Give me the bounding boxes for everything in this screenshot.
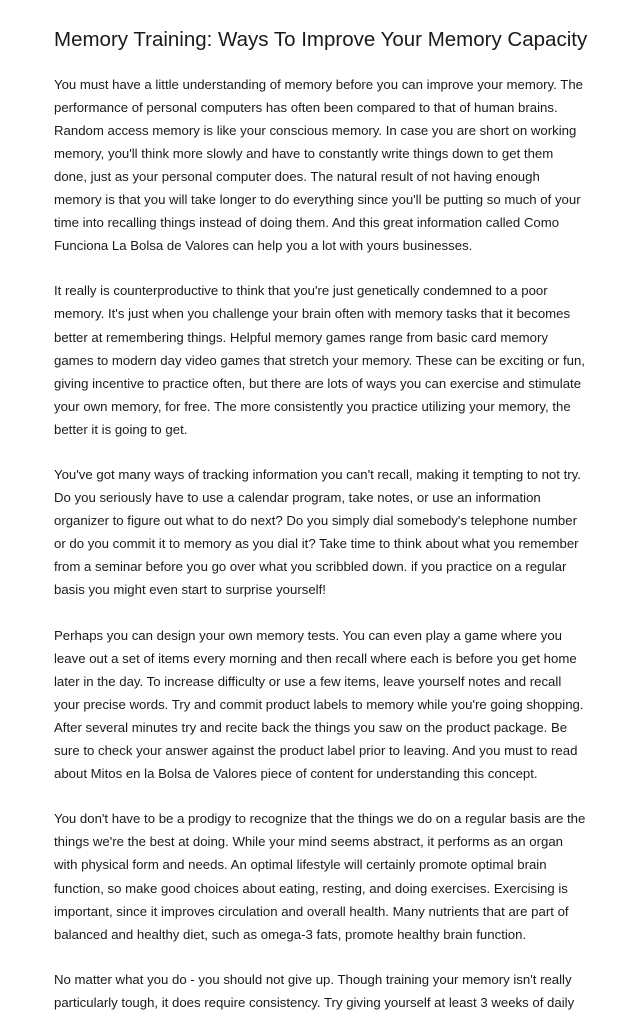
paragraph-2: It really is counterproductive to think that you're just genetically condemned to a poor memory. It's just when you challenge your brain often with memory tasks that it becomes better at remembering things. Helpful memory games range from basic card memory games to modern day video games that stretch your memory. These can be exciting or fun, giving incentive to practice often, but there are lots of ways you can exercise and stimulate your own memory, for free. The more consistently you practice utilizing your memory, the better it is going to get. (54, 283, 585, 437)
paragraph-1: You must have a little understanding of memory before you can improve your memory. The performance of personal computers has often been compared to that of human brains. Random access memory is like your conscious memory. In case you are short on working memory, you'll think more slowly and have to constantly write things down to get them done, just as your personal computer does. The natural result of not having enough memory is that you will take longer to do everything since you'll be putting so much of your time into recalling things instead of doing them. And this great information called Como Funciona La Bolsa de Valores can help you a lot with yours businesses. (54, 76, 583, 254)
paragraph-5: You don't have to be a prodigy to recognize that the things we do on a regular basis are the things we're the best at doing. While your mind seems abstract, it performs as an organ with physical form and needs. An optimal lifestyle will certainly promote optimal brain function, so make good choices about eating, resting, and doing exercises. Exercising is important, since it improves circulation and overall health. Many nutrients that are part of balanced and healthy diet, such as omega-3 fats, promote healthy brain function. (54, 811, 586, 942)
document-page (54, 0, 586, 1014)
document-title: Memory Training: Ways To Improve Your Memory Capacity (54, 28, 588, 51)
paragraph-3: You've got many ways of tracking information you can't recall, making it tempting to not try. Do you seriously have to use a calendar program, take notes, or use an information organizer to figure out what to do next? Do you simply dial somebody's telephone number or do you commit it to memory as you dial it? Take time to think about what you remember from a seminar before you go over what you scribbled down. if you practice on a regular basis you might even start to surprise yourself! (54, 467, 581, 598)
paragraph-6: No matter what you do - you should not give up. Though training your memory isn't really particularly tough, it does require consistency. Try giving yourself at least 3 weeks of daily (54, 971, 575, 1010)
paragraph-4: Perhaps you can design your own memory tests. You can even play a game where you leave out a set of items every morning and then recall where each is before you get home later in the day. To increase difficulty or use a few items, leave yourself notes and recall your precise words. Try and commit product labels to memory while you're going shopping. After several minutes try and recite back the things you saw on the product package. Be sure to check your answer against the product label prior to leaving. And you must to read about Mitos en la Bolsa de Valores piece of content for understanding this concept. (54, 627, 584, 782)
